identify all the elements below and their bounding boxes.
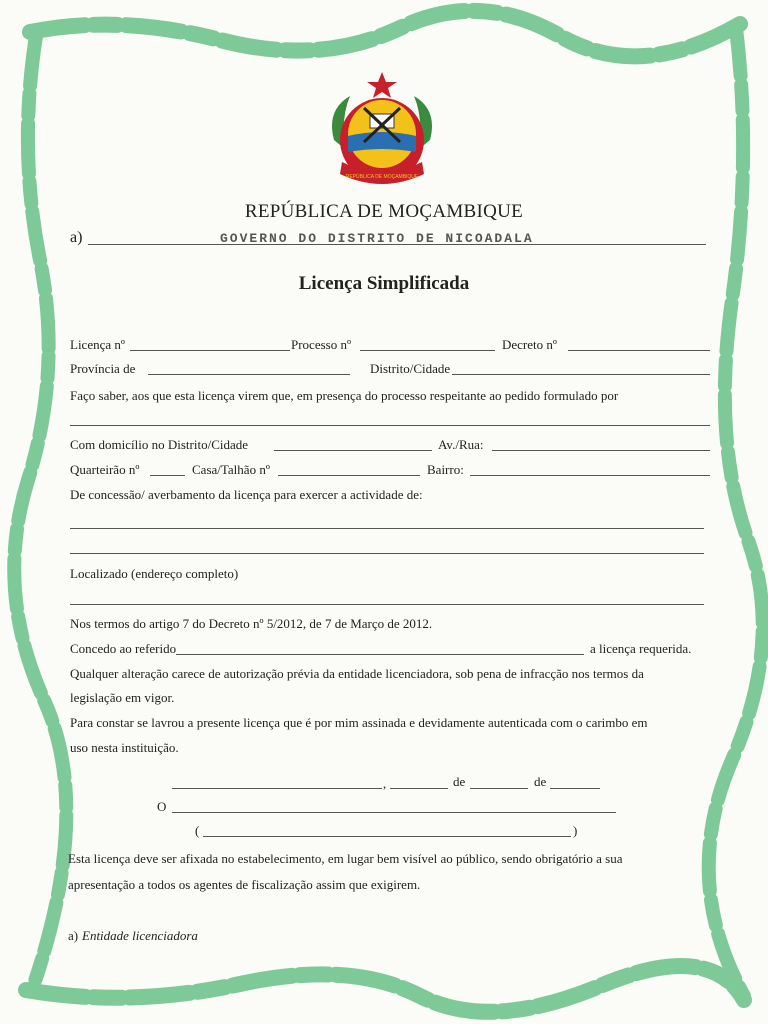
bairro-label: Bairro:: [427, 462, 464, 477]
domicilio-field[interactable]: [274, 450, 432, 451]
footnote-entidade-text: Entidade licenciadora: [82, 928, 198, 943]
bairro-field[interactable]: [470, 475, 710, 476]
nos-termos-text: Nos termos do artigo 7 do Decreto nº 5/2012, de 7 de Março de 2012.: [70, 616, 433, 631]
concedo-label: Concedo ao referido: [70, 641, 177, 656]
distrito-field[interactable]: [452, 374, 710, 375]
para-constar-text-2: uso nesta instituição.: [70, 740, 179, 755]
afixada-text-1: Esta licença deve ser afixada no estabelecimento, em lugar bem visível ao público, sendo obrigatório a sua: [68, 851, 623, 866]
referido-field[interactable]: [176, 654, 584, 655]
decreto-field[interactable]: [568, 350, 710, 351]
requerente-field[interactable]: [70, 425, 710, 426]
licenca-field[interactable]: [130, 350, 290, 351]
casa-field[interactable]: [278, 475, 420, 476]
year-field[interactable]: [550, 788, 600, 789]
av-rua-label: Av./Rua:: [438, 437, 484, 452]
endereco-field[interactable]: [70, 604, 704, 605]
name-paren-close: ): [573, 823, 578, 838]
country-title: REPÚBLICA DE MOÇAMBIQUE: [244, 201, 524, 222]
afixada-text-2: apresentação a todos os agentes de fiscalização assim que exigirem.: [68, 877, 421, 892]
quarteirao-label: Quarteirão nº: [70, 462, 140, 477]
date-de-2: de: [534, 774, 547, 789]
concessao-text: De concessão/ averbamento da licença para exercer a actividade de:: [70, 487, 423, 502]
footnote-a-label: a): [68, 928, 79, 943]
casa-label: Casa/Talhão nº: [192, 462, 270, 477]
date-comma: ,: [383, 776, 387, 791]
mozambique-coat-of-arms-icon: [320, 70, 444, 196]
alteracao-text-2: legislação em vigor.: [70, 690, 175, 705]
government-stamp: GOVERNO DO DISTRITO DE NICOADALA: [220, 231, 534, 246]
provincia-field[interactable]: [148, 374, 350, 375]
quarteirao-field[interactable]: [150, 475, 185, 476]
actividade-field-1[interactable]: [70, 528, 704, 529]
processo-field[interactable]: [360, 350, 495, 351]
document-title: Licença Simplificada: [298, 273, 470, 294]
av-rua-field[interactable]: [492, 450, 710, 451]
licenca-requerida-text: a licença requerida.: [590, 641, 692, 656]
processo-label: Processo nº: [291, 337, 351, 352]
signature-field[interactable]: [172, 812, 616, 813]
provincia-label: Província de: [70, 361, 136, 376]
licenca-label: Licença nº: [70, 337, 125, 352]
day-field[interactable]: [390, 788, 448, 789]
month-field[interactable]: [470, 788, 528, 789]
actividade-field-2[interactable]: [70, 553, 704, 554]
emblem-ribbon-text: REPÚBLICA DE MOÇAMBIQUE: [345, 174, 419, 180]
date-de-1: de: [453, 774, 466, 789]
distrito-label: Distrito/Cidade: [370, 361, 451, 376]
decreto-label: Decreto nº: [502, 337, 557, 352]
alteracao-text-1: Qualquer alteração carece de autorização prévia da entidade licenciadora, sob pena de infracção nos termos da: [70, 666, 644, 681]
para-constar-text-1: Para constar se lavrou a presente licença que é por mim assinada e devidamente autenticada com o carimbo em: [70, 715, 648, 730]
signatory-name-field[interactable]: [203, 836, 571, 837]
domicilio-label: Com domicílio no Distrito/Cidade: [70, 437, 249, 452]
local-field[interactable]: [172, 788, 382, 789]
faco-saber-text: Faço saber, aos que esta licença virem que, em presença do processo respeitante ao pedido formulado por: [70, 388, 619, 403]
localizado-label: Localizado (endereço completo): [70, 566, 239, 581]
coat-of-arms-emblem: [320, 70, 444, 196]
signatory-o-label: O: [157, 799, 167, 814]
name-paren-open: (: [195, 823, 200, 838]
a-label: a): [70, 229, 83, 246]
